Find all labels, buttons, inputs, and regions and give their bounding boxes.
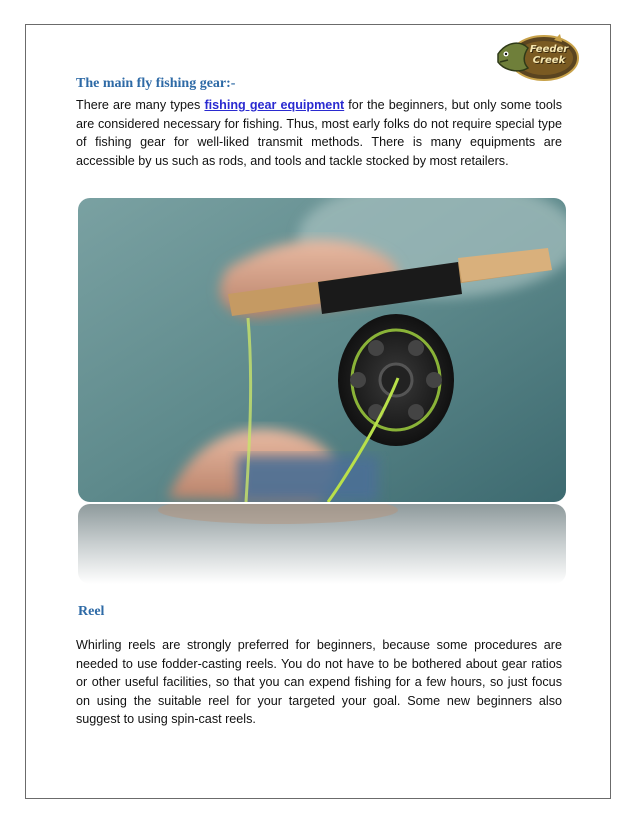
logo-line-2: Creek bbox=[532, 55, 566, 66]
reel-heading: Reel bbox=[78, 604, 105, 619]
fly-fishing-reel-photo bbox=[78, 198, 566, 502]
intro-paragraph bbox=[76, 96, 562, 170]
main-gear-heading: The main fly fishing gear:- bbox=[76, 76, 236, 91]
intro-text-start: There are many types bbox=[76, 98, 205, 112]
photo-reflection bbox=[78, 504, 566, 584]
fishing-gear-equipment-link[interactable]: fishing gear equipment bbox=[204, 98, 345, 112]
logo-line-1: Feeder bbox=[529, 44, 569, 55]
feeder-creek-logo bbox=[494, 32, 580, 84]
reel-paragraph: Whirling reels are strongly preferred for beginners, because some procedures are needed to use fodder-casting reels. You do not have to be bothered about gear ratios or other useful facilities, so that you can expend fishing for a few hours, so just focus on using the suitable reel for your targeted your goal. Some new beginners also suggest to using spin-cast reels. bbox=[76, 638, 562, 727]
intro-text-end: for the beginners, but only some tools are considered necessary for fishing. Thus, most early folks do not require special type of fishing gear for well-liked transmit methods. There is many equipments are accessible by us such as rods, and tools and tackle stocked by most retailers. bbox=[76, 98, 562, 168]
logo-text bbox=[522, 44, 576, 66]
